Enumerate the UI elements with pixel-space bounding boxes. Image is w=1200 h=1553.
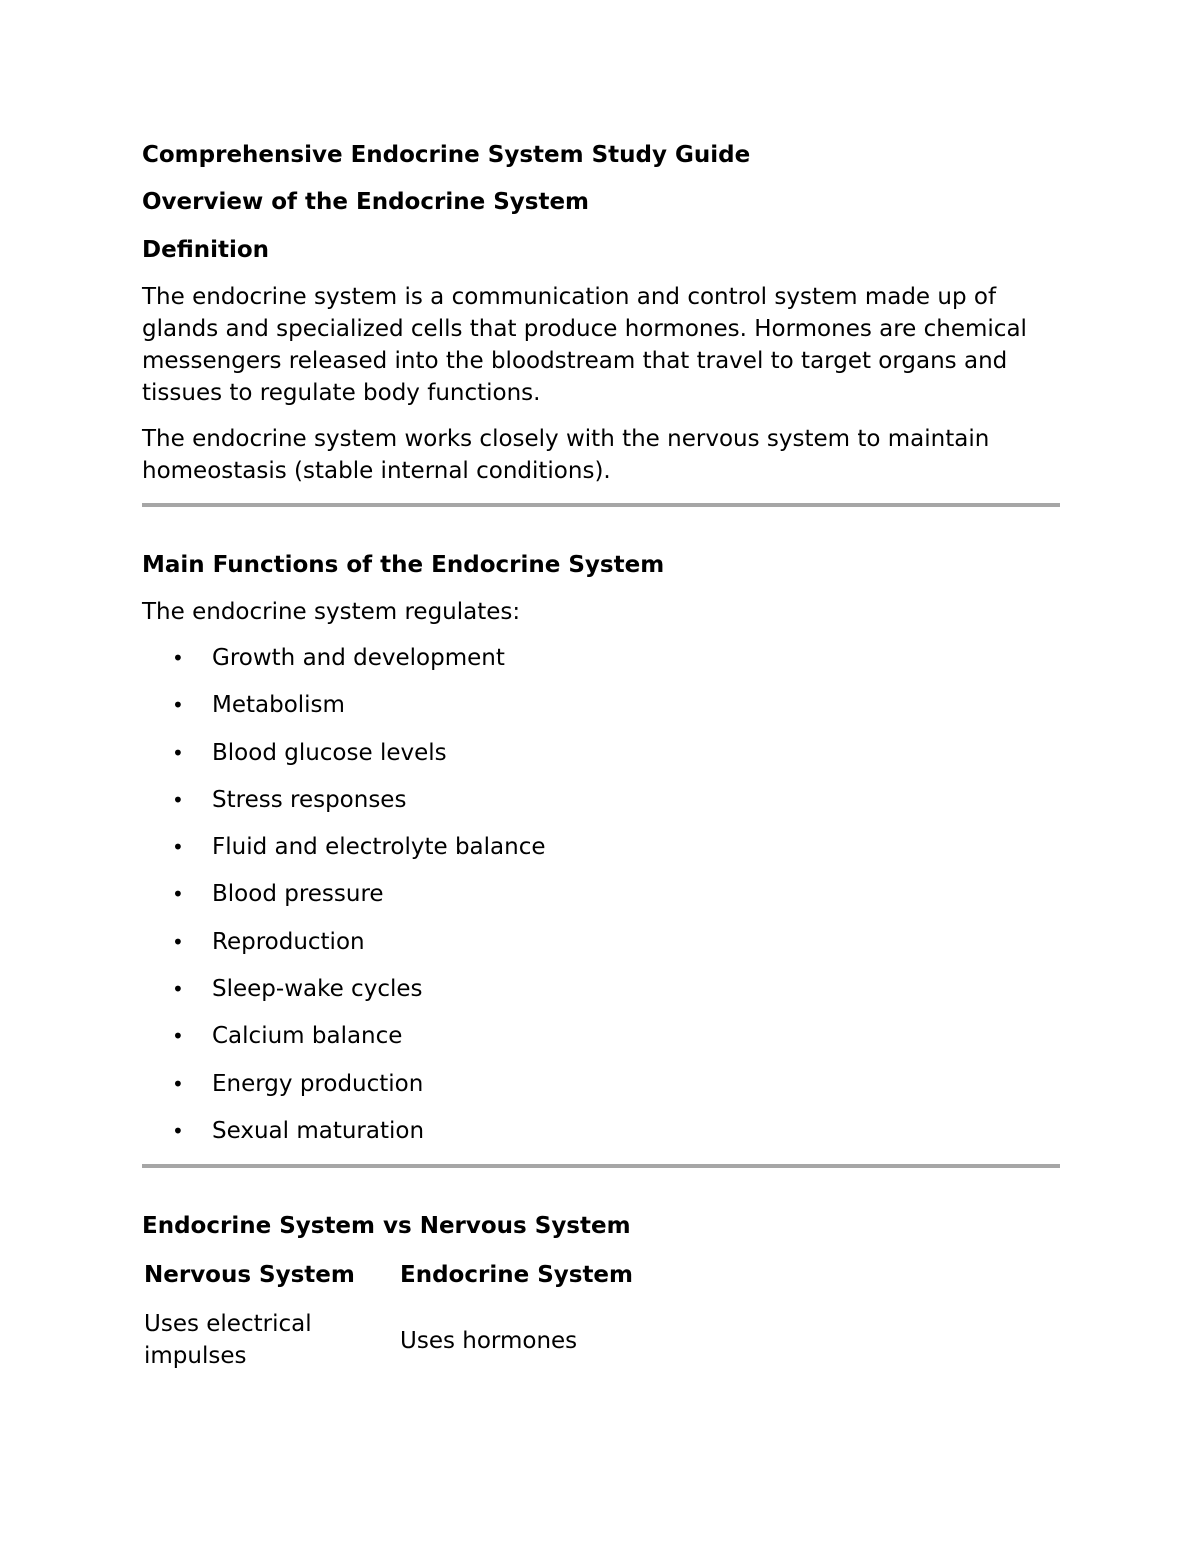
list-item: • Blood pressure [142,878,742,925]
bullet-icon: • [172,787,184,812]
paragraph-line: messengers released into the bloodstream that travel to target organs and [142,348,1008,374]
paragraph-line: homeostasis (stable internal conditions). [142,458,611,484]
bullet-icon: • [172,977,184,1002]
list-item: • Stress responses [142,784,742,831]
bullet-icon: • [172,1071,184,1096]
list-item: • Fluid and electrolyte balance [142,831,742,878]
table-cell-line: impulses [144,1343,247,1369]
list-item: • Metabolism [142,689,742,736]
subheading-definition: Definition [142,237,270,263]
section-heading-functions: Main Functions of the Endocrine System [142,552,665,578]
list-item: • Energy production [142,1068,742,1115]
document-title: Comprehensive Endocrine System Study Guide [142,142,751,168]
horizontal-divider [142,1164,1060,1168]
functions-list [142,642,742,1162]
section-heading-overview: Overview of the Endocrine System [142,189,590,215]
list-item: • Sleep-wake cycles [142,973,742,1020]
table-header-endocrine: Endocrine System [400,1262,633,1288]
paragraph-line: tissues to regulate body functions. [142,380,541,406]
homeostasis-paragraph [142,423,1060,487]
paragraph-line: The endocrine system works closely with the nervous system to maintain [142,426,990,452]
paragraph-line: The endocrine system is a communication and control system made up of [142,284,997,310]
table-cell-line: Uses electrical [144,1311,312,1337]
table-cell-nervous [144,1308,312,1372]
bullet-icon: • [172,882,184,907]
list-item: • Blood glucose levels [142,737,742,784]
section-heading-comparison: Endocrine System vs Nervous System [142,1213,631,1239]
list-item: • Calcium balance [142,1020,742,1067]
definition-paragraph [142,281,1060,409]
bullet-icon: • [172,1118,184,1143]
list-item: • Growth and development [142,642,742,689]
table-header-nervous: Nervous System [144,1262,355,1288]
bullet-icon: • [172,929,184,954]
horizontal-divider [142,503,1060,507]
bullet-icon: • [172,835,184,860]
list-item: • Sexual maturation [142,1115,742,1162]
bullet-icon: • [172,646,184,670]
paragraph-line: glands and specialized cells that produce hormones. Hormones are chemical [142,316,1027,342]
table-cell-endocrine: Uses hormones [400,1328,578,1354]
bullet-icon: • [172,1024,184,1049]
functions-intro: The endocrine system regulates: [142,599,521,625]
bullet-icon: • [172,740,184,765]
list-item: • Reproduction [142,926,742,973]
bullet-icon: • [172,693,184,718]
